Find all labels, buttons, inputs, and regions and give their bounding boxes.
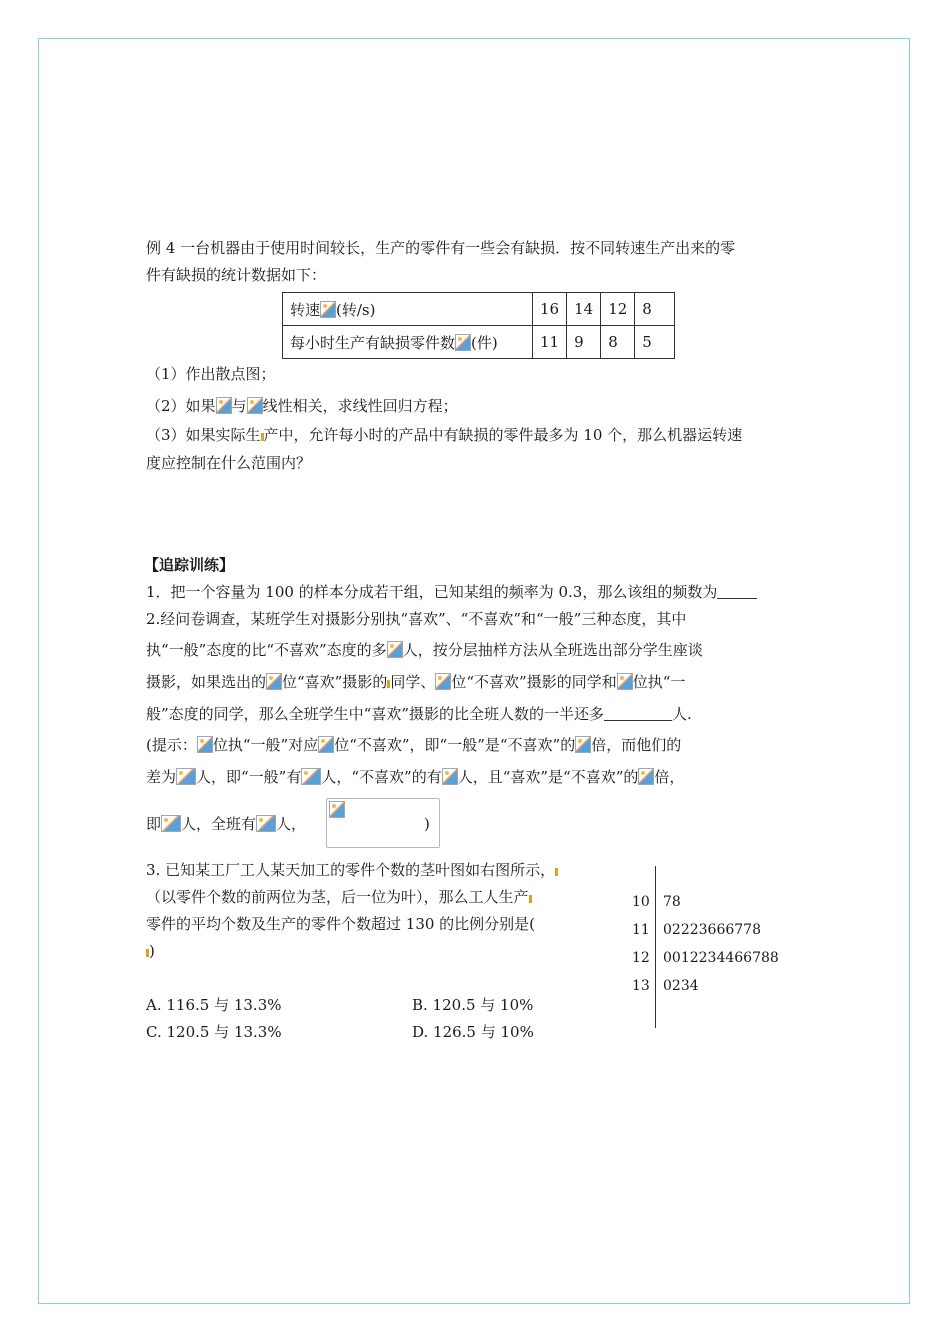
leaf-values: 78 bbox=[663, 894, 681, 910]
question-3-cont: 度应控制在什么范围内？ bbox=[146, 454, 312, 472]
stem-value: 13 bbox=[632, 978, 650, 994]
formula-image-icon bbox=[435, 673, 451, 690]
example4-line1: 例 4 一台机器由于使用时间较长，生产的零件有一些会有缺损．按不同转速生产出来的零 bbox=[146, 239, 736, 257]
question-3: （3）如果实际生 产中，允许每小时的产品中有缺损的零件最多为 10 个，那么机器运转速 bbox=[146, 426, 743, 444]
option-a: A. 116.5 与 13.3% bbox=[146, 996, 282, 1014]
question-2: （2）如果 与 线性相关，求线性回归方程； bbox=[146, 397, 458, 415]
formula-image-icon bbox=[387, 641, 403, 658]
stem-value: 10 bbox=[632, 894, 650, 910]
formula-image-icon bbox=[320, 301, 336, 318]
answer-blank bbox=[604, 706, 672, 721]
leaf-values: 02223666778 bbox=[663, 922, 761, 938]
table-cell: 8 bbox=[601, 326, 635, 359]
table-cell: 11 bbox=[533, 326, 567, 359]
problem-1: 1．把一个容量为 100 的样本分成若干组，已知某组的频率为 0.3，那么该组的频数为 bbox=[146, 582, 757, 602]
table-row bbox=[283, 293, 675, 326]
formula-image-icon bbox=[266, 673, 282, 690]
table-cell: 8 bbox=[635, 293, 675, 326]
problem-3-line1: 3. 已知某工厂工人某天加工的零件个数的茎叶图如右图所示， bbox=[146, 860, 558, 880]
option-d: D. 126.5 与 10% bbox=[412, 1023, 534, 1041]
formula-image-icon bbox=[247, 397, 263, 414]
example4-line2: 件有缺损的统计数据如下： bbox=[146, 266, 327, 284]
formula-image-icon bbox=[161, 815, 181, 832]
formula-image-icon bbox=[638, 768, 654, 785]
speed-defect-table bbox=[282, 292, 675, 359]
leaf-values: 0012234466788 bbox=[663, 950, 779, 966]
problem-2-line1: 2.经问卷调查，某班学生对摄影分别执“喜欢”、“不喜欢”和“一般”三种态度，其中 bbox=[146, 610, 687, 628]
leaf-values: 0234 bbox=[663, 978, 699, 994]
table-row-label: 每小时生产有缺损零件数 (件) bbox=[283, 326, 533, 359]
table-row bbox=[283, 326, 675, 359]
problem-2-line4: 般”态度的同学，那么全班学生中“喜欢”摄影的比全班人数的一半还多 人. bbox=[146, 705, 692, 723]
question-1: （1）作出散点图； bbox=[146, 365, 276, 383]
hint-line2: 差为 人，即“一般”有 人，“不喜欢”的有 人，且“喜欢”是“不喜欢”的 倍， bbox=[146, 768, 685, 786]
stem-value: 11 bbox=[632, 922, 650, 938]
formula-image-icon bbox=[617, 673, 633, 690]
table-cell: 16 bbox=[533, 293, 567, 326]
training-heading: 【追踪训练】 bbox=[144, 556, 235, 574]
table-cell: 12 bbox=[601, 293, 635, 326]
formula-image-icon bbox=[216, 397, 232, 414]
hint-line3: 即 人，全班有 人， ) bbox=[146, 815, 430, 833]
option-b: B. 120.5 与 10% bbox=[412, 996, 534, 1014]
formula-image-icon bbox=[329, 801, 345, 818]
page-frame bbox=[38, 38, 910, 1304]
formula-image-icon bbox=[197, 736, 213, 753]
answer-blank bbox=[717, 584, 757, 599]
table-cell: 5 bbox=[635, 326, 675, 359]
formula-image-icon bbox=[256, 815, 276, 832]
problem-3-line4: ) bbox=[146, 941, 155, 961]
anchor-mark-icon bbox=[529, 895, 532, 903]
problem-2-line3: 摄影，如果选出的 位“喜欢”摄影的 同学、 位“不喜欢”摄影的同学和 位执“一 bbox=[146, 673, 686, 691]
table-row-label: 转速 (转/s) bbox=[283, 293, 533, 326]
stem-leaf-divider bbox=[655, 866, 656, 1028]
formula-image-icon bbox=[442, 768, 458, 785]
problem-2-line2: 执“一般”态度的比“不喜欢”态度的多 人，按分层抽样方法从全班选出部分学生座谈 bbox=[146, 641, 703, 659]
problem-3-line3: 零件的平均个数及生产的零件个数超过 130 的比例分别是( bbox=[146, 915, 536, 933]
table-cell: 9 bbox=[567, 326, 601, 359]
table-cell: 14 bbox=[567, 293, 601, 326]
formula-image-icon bbox=[575, 736, 591, 753]
hint-line1: (提示： 位执“一般”对应 位“不喜欢”，即“一般”是“不喜欢”的 倍，而他们的 bbox=[146, 736, 682, 754]
formula-image-icon bbox=[301, 768, 321, 785]
formula-image-icon bbox=[318, 736, 334, 753]
stem-value: 12 bbox=[632, 950, 650, 966]
problem-3-line2: （以零件个数的前两位为茎，后一位为叶），那么工人生产 bbox=[146, 887, 532, 907]
anchor-mark-icon bbox=[555, 868, 558, 876]
formula-image-icon bbox=[176, 768, 196, 785]
formula-image-box bbox=[326, 798, 440, 848]
option-c: C. 120.5 与 13.3% bbox=[146, 1023, 282, 1041]
formula-image-icon bbox=[455, 334, 471, 351]
